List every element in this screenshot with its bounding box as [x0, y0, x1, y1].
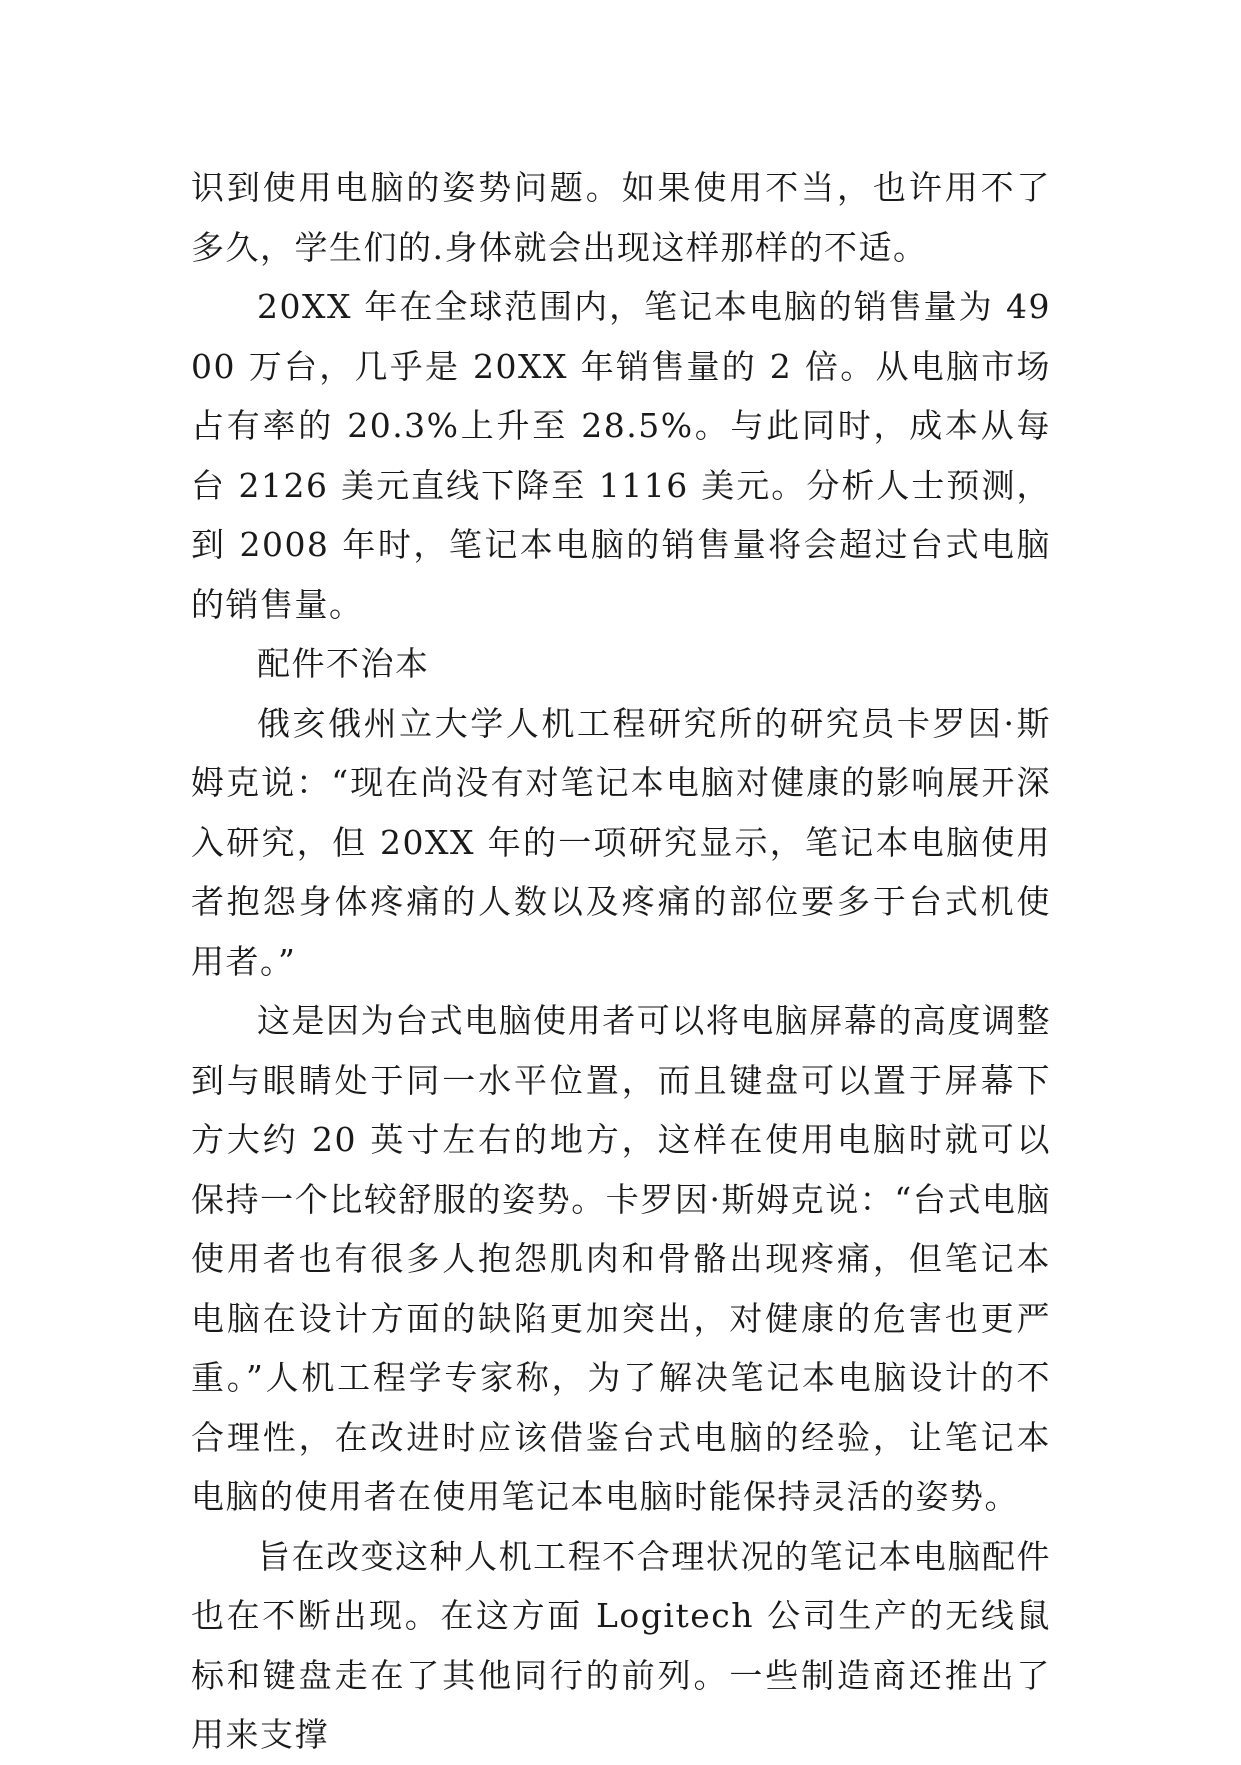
paragraph-1: 识到使用电脑的姿势问题。如果使用不当，也许用不了多久，学生们的.身体就会出现这样那样的不适。	[191, 168, 1051, 267]
document-body	[191, 158, 1051, 1765]
paragraph-3: 俄亥俄州立大学人机工程研究所的研究员卡罗因·斯姆克说：“现在尚没有对笔记本电脑对健康的影响展开深入研究，但 20XX 年的一项研究显示，笔记本电脑使用者抱怨身体疼痛的人数以及疼痛的部位要多于台式机使用者。”	[191, 703, 1051, 981]
section-heading: 配件不治本	[257, 644, 430, 683]
paragraph-5: 旨在改变这种人机工程不合理状况的笔记本电脑配件也在不断出现。在这方面 Logitech 公司生产的无线鼠标和键盘走在了其他同行的前列。一些制造商还推出了用来支撑	[191, 1536, 1051, 1754]
paragraph-4: 这是因为台式电脑使用者可以将电脑屏幕的高度调整到与眼睛处于同一水平位置，而且键盘可以置于屏幕下方大约 20 英寸左右的地方，这样在使用电脑时就可以保持一个比较舒服的姿势。卡罗因·斯姆克说：“台式电脑使用者也有很多人抱怨肌肉和骨骼出现疼痛，但笔记本电脑在设计方面的缺陷更加突出，对健康的危害也更严重。”人机工程学专家称，为了解决笔记本电脑设计的不合理性，在改进时应该借鉴台式电脑的经验，让笔记本电脑的使用者在使用笔记本电脑时能保持灵活的姿势。	[191, 1001, 1051, 1516]
paragraph-2: 20XX 年在全球范围内，笔记本电脑的销售量为 4900 万台，几乎是 20XX 年销售量的 2 倍。从电脑市场占有率的 20.3%上升至 28.5%。与此同时，成本从每台 2126 美元直线下降至 1116 美元。分析人士预测，到 2008 年时，笔记本电脑的销售量将会超过台式电脑的销售量。	[191, 287, 1051, 624]
